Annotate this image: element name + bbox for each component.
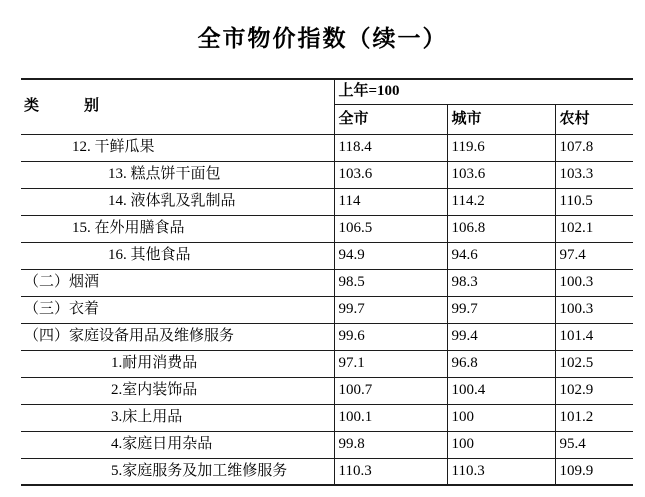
row-label: 1.耐用消费品 xyxy=(21,350,334,377)
table-row xyxy=(21,269,633,296)
value-rural: 110.5 xyxy=(555,188,633,215)
value-urban: 99.7 xyxy=(447,296,555,323)
table-row xyxy=(21,377,633,404)
value-urban: 119.6 xyxy=(447,134,555,161)
value-rural: 103.3 xyxy=(555,161,633,188)
value-rural: 109.9 xyxy=(555,458,633,485)
table-row xyxy=(21,431,633,458)
value-citywide: 103.6 xyxy=(334,161,447,188)
table-row xyxy=(21,134,633,161)
value-rural: 101.2 xyxy=(555,404,633,431)
row-label: 16. 其他食品 xyxy=(21,242,334,269)
value-citywide: 98.5 xyxy=(334,269,447,296)
value-citywide: 100.7 xyxy=(334,377,447,404)
value-citywide: 106.5 xyxy=(334,215,447,242)
base-year-header-cell: 上年=100 xyxy=(334,79,633,104)
value-rural: 102.1 xyxy=(555,215,633,242)
value-urban: 94.6 xyxy=(447,242,555,269)
table-row xyxy=(21,215,633,242)
row-label: （三）衣着 xyxy=(21,296,334,323)
value-rural: 97.4 xyxy=(555,242,633,269)
table-row xyxy=(21,404,633,431)
value-rural: 107.8 xyxy=(555,134,633,161)
price-index-table xyxy=(21,78,633,486)
header-row-base xyxy=(21,79,633,104)
column-header-urban: 城市 xyxy=(447,104,555,134)
row-label: 5.家庭服务及加工维修服务 xyxy=(21,458,334,485)
value-citywide: 99.8 xyxy=(334,431,447,458)
row-label: 4.家庭日用杂品 xyxy=(21,431,334,458)
row-label: 15. 在外用膳食品 xyxy=(21,215,334,242)
value-urban: 114.2 xyxy=(447,188,555,215)
value-rural: 100.3 xyxy=(555,296,633,323)
row-label: 12. 干鲜瓜果 xyxy=(21,134,334,161)
value-citywide: 110.3 xyxy=(334,458,447,485)
value-citywide: 114 xyxy=(334,188,447,215)
row-label: 2.室内装饰品 xyxy=(21,377,334,404)
table-row xyxy=(21,296,633,323)
value-urban: 106.8 xyxy=(447,215,555,242)
value-urban: 99.4 xyxy=(447,323,555,350)
table-row xyxy=(21,161,633,188)
table-row xyxy=(21,242,633,269)
value-rural: 100.3 xyxy=(555,269,633,296)
value-urban: 96.8 xyxy=(447,350,555,377)
value-urban: 98.3 xyxy=(447,269,555,296)
value-citywide: 97.1 xyxy=(334,350,447,377)
value-citywide: 118.4 xyxy=(334,134,447,161)
table-row xyxy=(21,188,633,215)
value-urban: 110.3 xyxy=(447,458,555,485)
row-label: 3.床上用品 xyxy=(21,404,334,431)
page-title: 全市物价指数（续一） xyxy=(197,26,448,51)
value-urban: 100.4 xyxy=(447,377,555,404)
value-rural: 102.5 xyxy=(555,350,633,377)
value-rural: 95.4 xyxy=(555,431,633,458)
column-header-rural: 农村 xyxy=(555,104,633,134)
value-urban: 103.6 xyxy=(447,161,555,188)
value-urban: 100 xyxy=(447,431,555,458)
row-label: 14. 液体乳及乳制品 xyxy=(21,188,334,215)
row-label: （四）家庭设备用品及维修服务 xyxy=(21,323,334,350)
value-citywide: 99.6 xyxy=(334,323,447,350)
value-rural: 101.4 xyxy=(555,323,633,350)
column-header-citywide: 全市 xyxy=(334,104,447,134)
table-row xyxy=(21,458,633,485)
table-row xyxy=(21,350,633,377)
row-label: （二）烟酒 xyxy=(21,269,334,296)
value-rural: 102.9 xyxy=(555,377,633,404)
value-citywide: 94.9 xyxy=(334,242,447,269)
category-header-cell: 类 别 xyxy=(21,79,334,134)
table-row xyxy=(21,323,633,350)
value-citywide: 99.7 xyxy=(334,296,447,323)
value-urban: 100 xyxy=(447,404,555,431)
value-citywide: 100.1 xyxy=(334,404,447,431)
row-label: 13. 糕点饼干面包 xyxy=(21,161,334,188)
